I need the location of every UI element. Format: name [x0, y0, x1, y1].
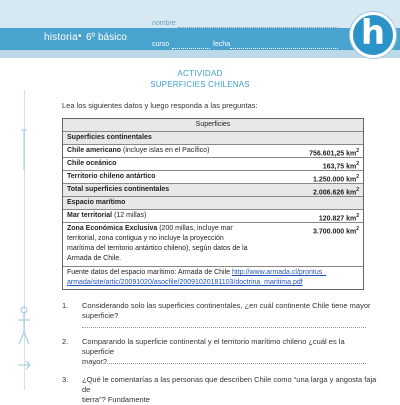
chile-americano-value: 756.601,25 $km^2$ [309, 148, 359, 158]
answer-1-line[interactable] [82, 327, 366, 328]
question-3-number: 3. [62, 375, 69, 384]
figure-icon [18, 307, 30, 344]
maritime-section-label: Espacio marítimo [67, 199, 126, 206]
table-header [63, 119, 363, 132]
continental-section [63, 132, 363, 145]
mar-territorial-note: (12 millas) [114, 212, 147, 219]
question-1-number: 1. [62, 301, 69, 310]
subject-label: historia [44, 32, 78, 43]
table-header-label: Superficies [195, 121, 231, 128]
source-link[interactable]: http://www.armada.cl/prontus_ [231, 269, 327, 276]
course-field[interactable] [172, 48, 210, 49]
zee-value: 3.700.000 $km^2$ [313, 226, 359, 236]
zee-note-line1: (200 millas, incluye mar [159, 225, 233, 232]
total-label: Total superficies continentales [67, 186, 170, 193]
name-label: nombre [152, 20, 176, 27]
header-stripe-light [0, 50, 400, 58]
zee-note-line2: territorial, zona contigua y no incluye la proyección [67, 235, 224, 242]
name-field[interactable] [178, 27, 338, 28]
zee-note-line3: marítima del territorio antártico chileno), según datos de la [67, 245, 248, 252]
chile-americano-label: Chile americano [67, 147, 122, 154]
maritime-section [63, 197, 363, 210]
mar-territorial-value: 120.827 $km^2$ [318, 213, 359, 223]
source-link-continued[interactable]: armada/site/artic/20091020/asocfile/20091020181103/doctrina_maritima.pdf [67, 279, 303, 286]
table-row [63, 171, 363, 184]
surfaces-table [62, 118, 364, 290]
question-2-number: 2. [62, 337, 69, 346]
activity-subtitle: SUPERFICIES CHILENAS [150, 80, 250, 89]
activity-title: ACTIVIDAD [177, 69, 223, 78]
pencil-icon [21, 130, 27, 170]
course-label: curso [152, 41, 170, 48]
table-row [63, 210, 363, 223]
antartico-value: 1.250.000 $km^2$ [313, 174, 359, 184]
zee-label: Zona Económica Exclusiva [67, 225, 158, 232]
answer-2-line[interactable] [82, 363, 366, 364]
zee-note-line4: Armada de Chile. [67, 255, 122, 262]
logo-letter: h [360, 13, 386, 53]
instructions: Lea los siguientes datos y luego responda a las preguntas: [62, 101, 258, 110]
subject-separator: • [78, 31, 82, 42]
date-field[interactable] [230, 48, 338, 49]
source-prefix: Fuente datos del espacio marítimo: Armada de Chile [67, 269, 231, 276]
question-1: Considerando solo las superficies continentales, ¿en cuál continente Chile tiene mayor superficie? [82, 301, 371, 320]
question-2: Comparando la superficie continental y el territorio marítimo chileno ¿cuál es la superficie mayor? [82, 337, 345, 366]
continental-section-label: Superficies continentales [67, 134, 152, 141]
total-value: 2.006.626 $km^2$ [313, 187, 359, 197]
table-row [63, 158, 363, 171]
mar-territorial-label: Mar territorial [67, 212, 113, 219]
chile-oceanico-value: 163,75 $km^2$ [322, 161, 359, 171]
total-row [63, 184, 363, 197]
chile-oceanico-label: Chile oceánico [67, 160, 117, 167]
table-row [63, 145, 363, 158]
arrow-icon [18, 361, 30, 369]
table-row [63, 223, 363, 267]
side-decoration [14, 110, 34, 390]
question-3: ¿Qué le comentarías a las personas que describen Chile como “una larga y angosta faja de tierra”? Fundamente [82, 375, 377, 404]
date-label: fecha [213, 41, 231, 48]
grade-label: 6º básico [86, 32, 127, 43]
chile-americano-note: (incluye islas en el Pacífico) [123, 147, 210, 154]
source-row [63, 267, 363, 289]
antartico-label: Territorio chileno antártico [67, 173, 156, 180]
